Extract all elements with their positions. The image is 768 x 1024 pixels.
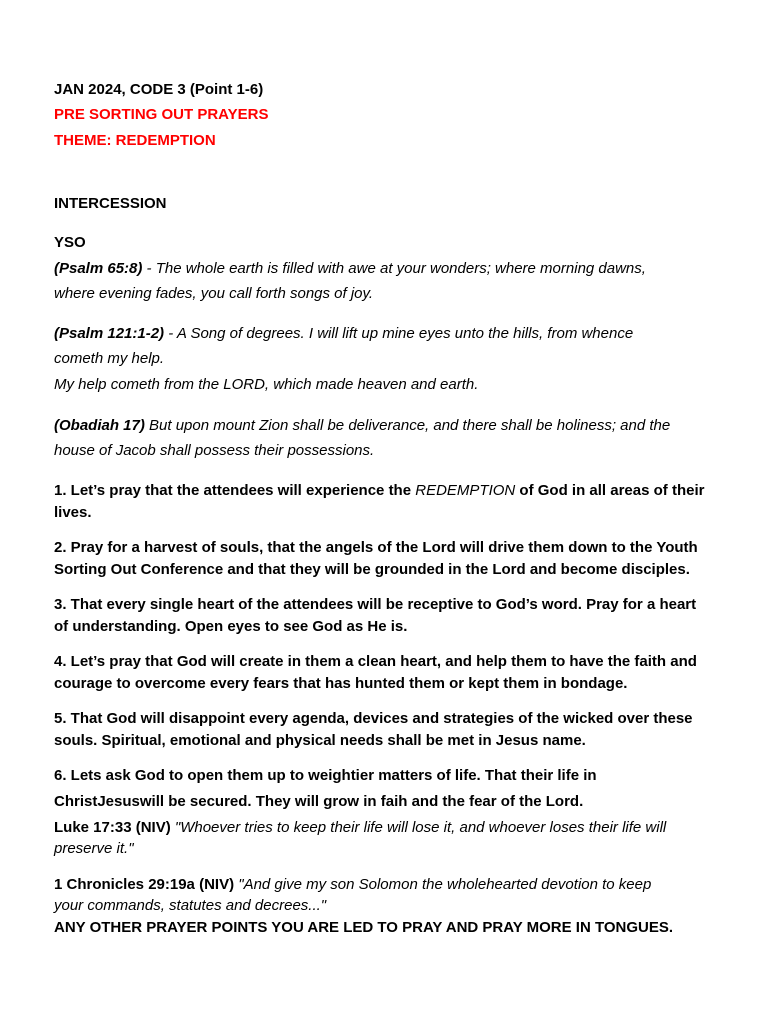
scripture-ref: (Psalm 65:8) (54, 260, 143, 277)
verse-line (54, 818, 666, 838)
scripture-text: where evening fades, you call forth songs of joy. (54, 285, 374, 302)
scripture-text: cometh my help. (54, 350, 165, 367)
prayer-point: 6. Lets ask God to open them up to weightier matters of life. That their life in (54, 767, 597, 784)
page-title: PRE SORTING OUT PRAYERS (54, 106, 269, 123)
scripture-ref: (Psalm 121:1-2) (54, 325, 165, 342)
document-page (54, 0, 734, 1024)
scripture-text: But upon mount Zion shall be deliverance, and there shall be holiness; and the (144, 417, 671, 434)
section-heading: INTERCESSION (54, 195, 167, 212)
code-line: JAN 2024, CODE 3 (Point 1-6) (54, 81, 264, 98)
scripture-text: - The whole earth is filled with awe at your wonders; where morning dawns, (142, 260, 646, 277)
prayer-point: 3. That every single heart of the attendees will be receptive to God’s word. Pray for a heart (54, 596, 697, 613)
verse-line (54, 875, 651, 895)
section-subheading: YSO (54, 234, 86, 251)
verse-ref: Luke 17:33 (NIV) (54, 819, 171, 836)
verse-text: "And give my son Solomon the wholehearted devotion to keep (234, 876, 652, 893)
prayer-point: 2. Pray for a harvest of souls, that the angels of the Lord will drive them down to the Youth (54, 539, 698, 556)
emphasis-word: REDEMPTION (415, 482, 516, 499)
verse-text: "Whoever tries to keep their life will lose it, and whoever loses their life will (170, 819, 667, 836)
prayer-point: lives. (54, 504, 92, 521)
scripture-ref: (Obadiah 17) (54, 417, 145, 434)
prayer-point: 1. Let’s pray that the attendees will experience the REDEMPTION of God in all areas of their (54, 482, 705, 499)
prayer-point: courage to overcome every fears that has hunted them or kept them in bondage. (54, 675, 628, 692)
prayer-point: Sorting Out Conference and that they will be grounded in the Lord and become disciples. (54, 561, 690, 578)
theme-line: THEME: REDEMPTION (54, 132, 216, 149)
prayer-point: 4. Let’s pray that God will create in them a clean heart, and help them to have the faith and (54, 653, 697, 670)
scripture-line (54, 259, 646, 279)
prayer-point: of understanding. Open eyes to see God as He is. (54, 618, 408, 635)
prayer-point: 5. That God will disappoint every agenda, devices and strategies of the wicked over these (54, 710, 693, 727)
verse-text: preserve it." (54, 840, 134, 857)
closing-note: ANY OTHER PRAYER POINTS YOU ARE LED TO PRAY AND PRAY MORE IN TONGUES. (54, 919, 674, 936)
prayer-point: souls. Spiritual, emotional and physical needs shall be met in Jesus name. (54, 732, 586, 749)
scripture-text: - A Song of degrees. I will lift up mine eyes unto the hills, from whence (164, 325, 634, 342)
scripture-line (54, 324, 633, 344)
scripture-line (54, 416, 670, 436)
scripture-text: house of Jacob shall possess their possessions. (54, 442, 375, 459)
verse-ref: 1 Chronicles 29:19a (NIV) (54, 876, 235, 893)
prayer-point: ChristJesuswill be secured. They will grow in faih and the fear of the Lord. (54, 793, 584, 810)
scripture-text: My help cometh from the LORD, which made heaven and earth. (54, 376, 479, 393)
verse-text: your commands, statutes and decrees..." (54, 897, 327, 914)
